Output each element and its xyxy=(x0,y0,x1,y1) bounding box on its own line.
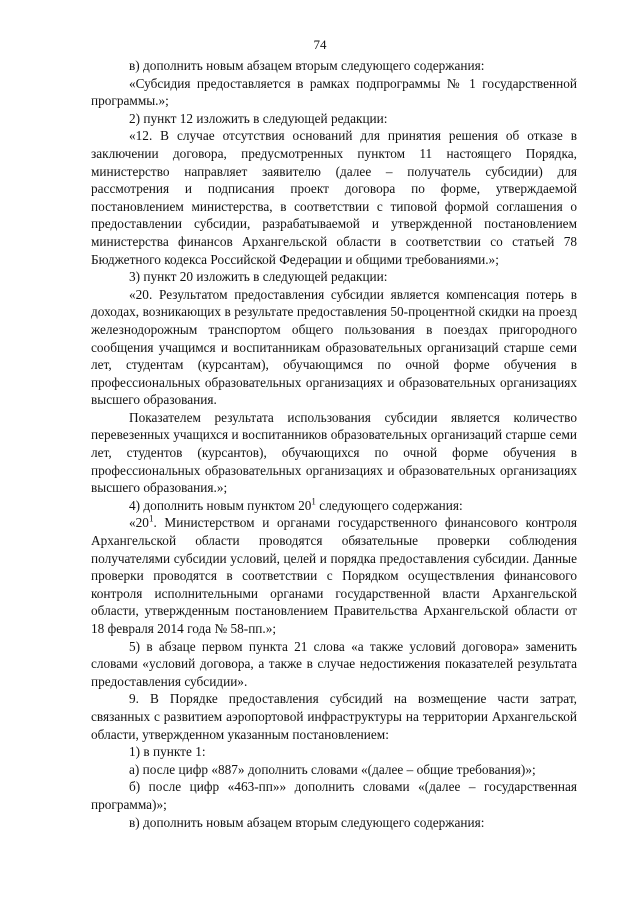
paragraph: б) после цифр «463-пп»» дополнить словами «(далее – государственная программа)»; xyxy=(91,779,577,812)
paragraph: а) после цифр «887» дополнить словами «(далее – общие требования)»; xyxy=(129,761,536,777)
document-body xyxy=(91,57,577,831)
paragraph: 3) пункт 20 изложить в следующей редакции: xyxy=(129,269,388,285)
paragraph: «Субсидия предоставляется в рамках подпрограммы № 1 государственной программы.»; xyxy=(91,75,577,109)
paragraph: «20. Результатом предоставления субсидии является компенсация потерь в доходах, возникающих в результате предоставления 50-процентной скидки на проезд железнодорожным транспортом общего пользования в поездах пригородного сообщения учащимся и воспитанникам образовательных организаций старше семи лет, студентам (курсантам), обучающимся по очной форме обучения в профессиональных образовательных организациях и образовательных организациях высшего образования. xyxy=(91,286,577,408)
text-run: следующего содержания: xyxy=(315,497,463,513)
paragraph: 9. В Порядке предоставления субсидий на возмещение части затрат, связанных с развитием аэропортовой инфраструктуры на территории Архангельской области, утвержденном указанным постановлением: xyxy=(91,691,577,742)
paragraph: в) дополнить новым абзацем вторым следующего содержания: xyxy=(129,814,485,830)
text-run: «20 xyxy=(129,515,149,531)
paragraph: 2) пункт 12 изложить в следующей редакции: xyxy=(129,110,388,126)
superscript: 1 xyxy=(311,496,316,507)
paragraph xyxy=(91,497,577,515)
paragraph: Показателем результата использования субсидии является количество перевезенных учащихся и воспитанников образовательных организаций старше семи лет, студентов (курсантов), обучающихся по очной форме обучения в профессиональных образовательных организациях и образовательных организациях высшего образования.»; xyxy=(91,409,577,496)
paragraph: «12. В случае отсутствия оснований для принятия решения об отказе в заключении договора, предусмотренных пунктом 11 настоящего Порядка, министерство направляет заявителю (далее – получатель субсидии) для рассмотрения и подписания проект договора по форме, утверждаемой постановлением министерства, в соответствии с типовой формой соглашения о предоставлении субсидии, разрабатываемой и утвержденной постановлением министерства финансов Архангельской области в соответствии со статьей 78 Бюджетного кодекса Российской Федерации и общими требованиями.»; xyxy=(91,128,577,267)
superscript: 1 xyxy=(148,514,154,525)
paragraph: 1) в пункте 1: xyxy=(129,744,206,760)
page-number: 74 xyxy=(313,37,327,52)
paragraph: 5) в абзаце первом пункта 21 слова «а также условий договора» заменить словами «условий договора, а также в случае недостижения показателей результата предоставления субсидии». xyxy=(91,638,577,689)
paragraph: в) дополнить новым абзацем вторым следующего содержания: xyxy=(129,58,485,73)
text-run: . Министерством и органами государственного финансового контроля Архангельской области проводятся обязательные проверки соблюдения получателями субсидии условий, целей и порядка предоставления субсидии. Данные проверки проводятся в соответствии с Порядком осуществления финансового контроля исполнительными органами государственной власти Архангельской области, утвержденным постановлением Правительства Архангельской области от 18 февраля 2014 года № 58-пп.»; xyxy=(91,515,577,636)
text-run: 4) дополнить новым пунктом 20 xyxy=(129,497,312,513)
paragraph xyxy=(91,514,577,637)
